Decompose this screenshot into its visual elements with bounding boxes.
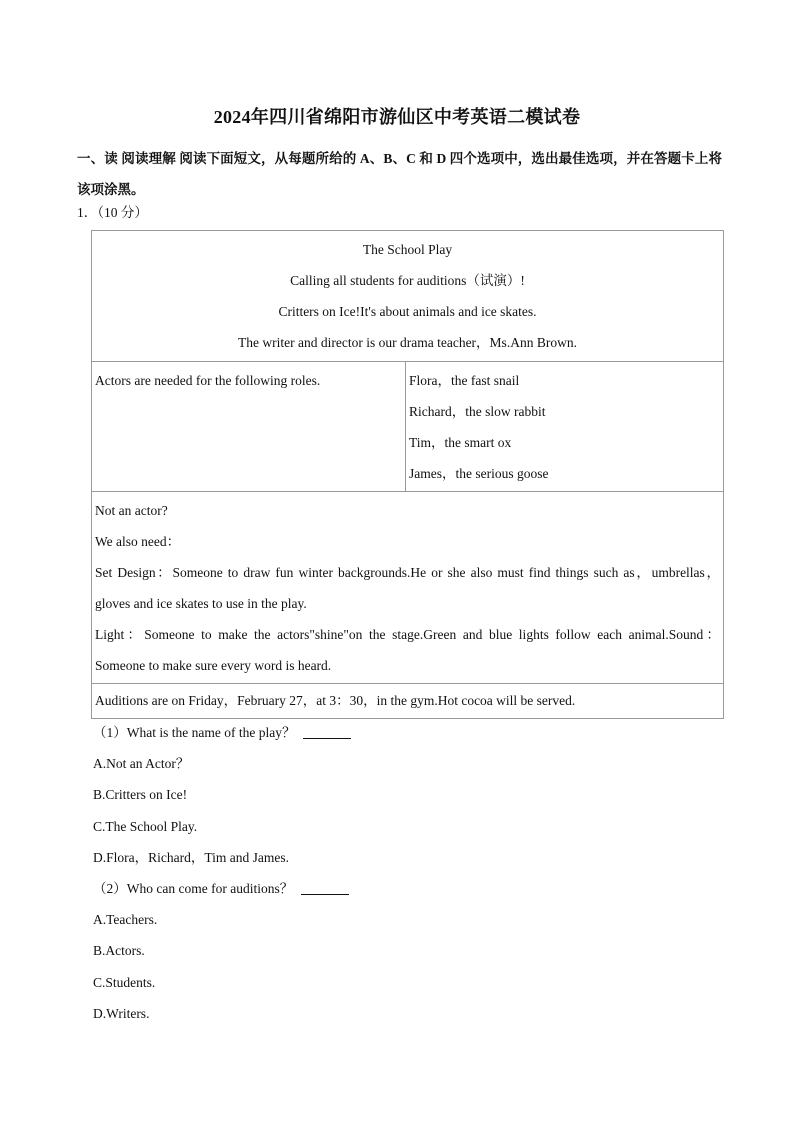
role-item: James，the serious goose — [409, 466, 549, 481]
needs-line: We also need： — [95, 534, 181, 549]
notice-header-cell — [92, 231, 724, 362]
needs-line: Not an actor? — [95, 503, 168, 518]
audition-row — [92, 684, 724, 719]
section-heading: 一、读 阅读理解 阅读下面短文，从每题所给的 A、B、C 和 D 四个选项中，选出最佳选项，并在答题卡上将该项涂黑。 — [77, 151, 722, 197]
notice-header-row — [92, 231, 724, 362]
question-number: 1．（10 分） — [77, 205, 148, 220]
questions-block — [93, 717, 351, 1029]
notice-line: Calling all students for auditions（试演）! — [290, 273, 525, 288]
roles-intro: Actors are needed for the following roles. — [92, 362, 406, 492]
option: D.Writers. — [93, 1005, 150, 1021]
needs-cell — [92, 492, 724, 684]
needs-line: Set Design：Someone to draw fun winter backgrounds.He or she also must find things such as，umbrellas，gloves and ice skates to use in the play. — [95, 565, 720, 611]
notice-line: Critters on Ice!It's about animals and ice skates. — [278, 304, 537, 319]
question-stem: （1）What is the name of the play？ — [93, 717, 351, 748]
option: D.Flora，Richard，Tim and James. — [93, 849, 289, 865]
needs-line: Light：Someone to make the actors"shine"on the stage.Green and blue lights follow each animal.Sound：Someone to make sure every word is heard. — [95, 627, 720, 673]
notice-table — [91, 230, 724, 719]
question-stem: （2）Who can come for auditions？ — [93, 873, 351, 904]
role-item: Richard，the slow rabbit — [409, 404, 546, 419]
role-item: Flora，the fast snail — [409, 373, 520, 388]
audition-info: Auditions are on Friday，February 27，at 3：30，in the gym.Hot cocoa will be served. — [92, 684, 724, 719]
notice-line: The writer and director is our drama teacher，Ms.Ann Brown. — [238, 335, 577, 350]
needs-row — [92, 492, 724, 684]
role-item: Tim，the smart ox — [409, 435, 512, 450]
option: A.Teachers. — [93, 912, 158, 928]
page-title: 2024年四川省绵阳市游仙区中考英语二模试卷 — [213, 107, 581, 127]
roles-row — [92, 362, 724, 492]
option: A.Not an Actor？ — [93, 756, 190, 772]
option: C.The School Play. — [93, 818, 198, 834]
notice-line: The School Play — [362, 242, 453, 257]
answer-blank[interactable] — [303, 724, 351, 739]
answer-blank[interactable] — [301, 880, 349, 895]
roles-list — [406, 362, 724, 492]
option: B.Critters on Ice! — [93, 787, 188, 803]
option: B.Actors. — [93, 943, 145, 959]
option: C.Students. — [93, 974, 156, 990]
